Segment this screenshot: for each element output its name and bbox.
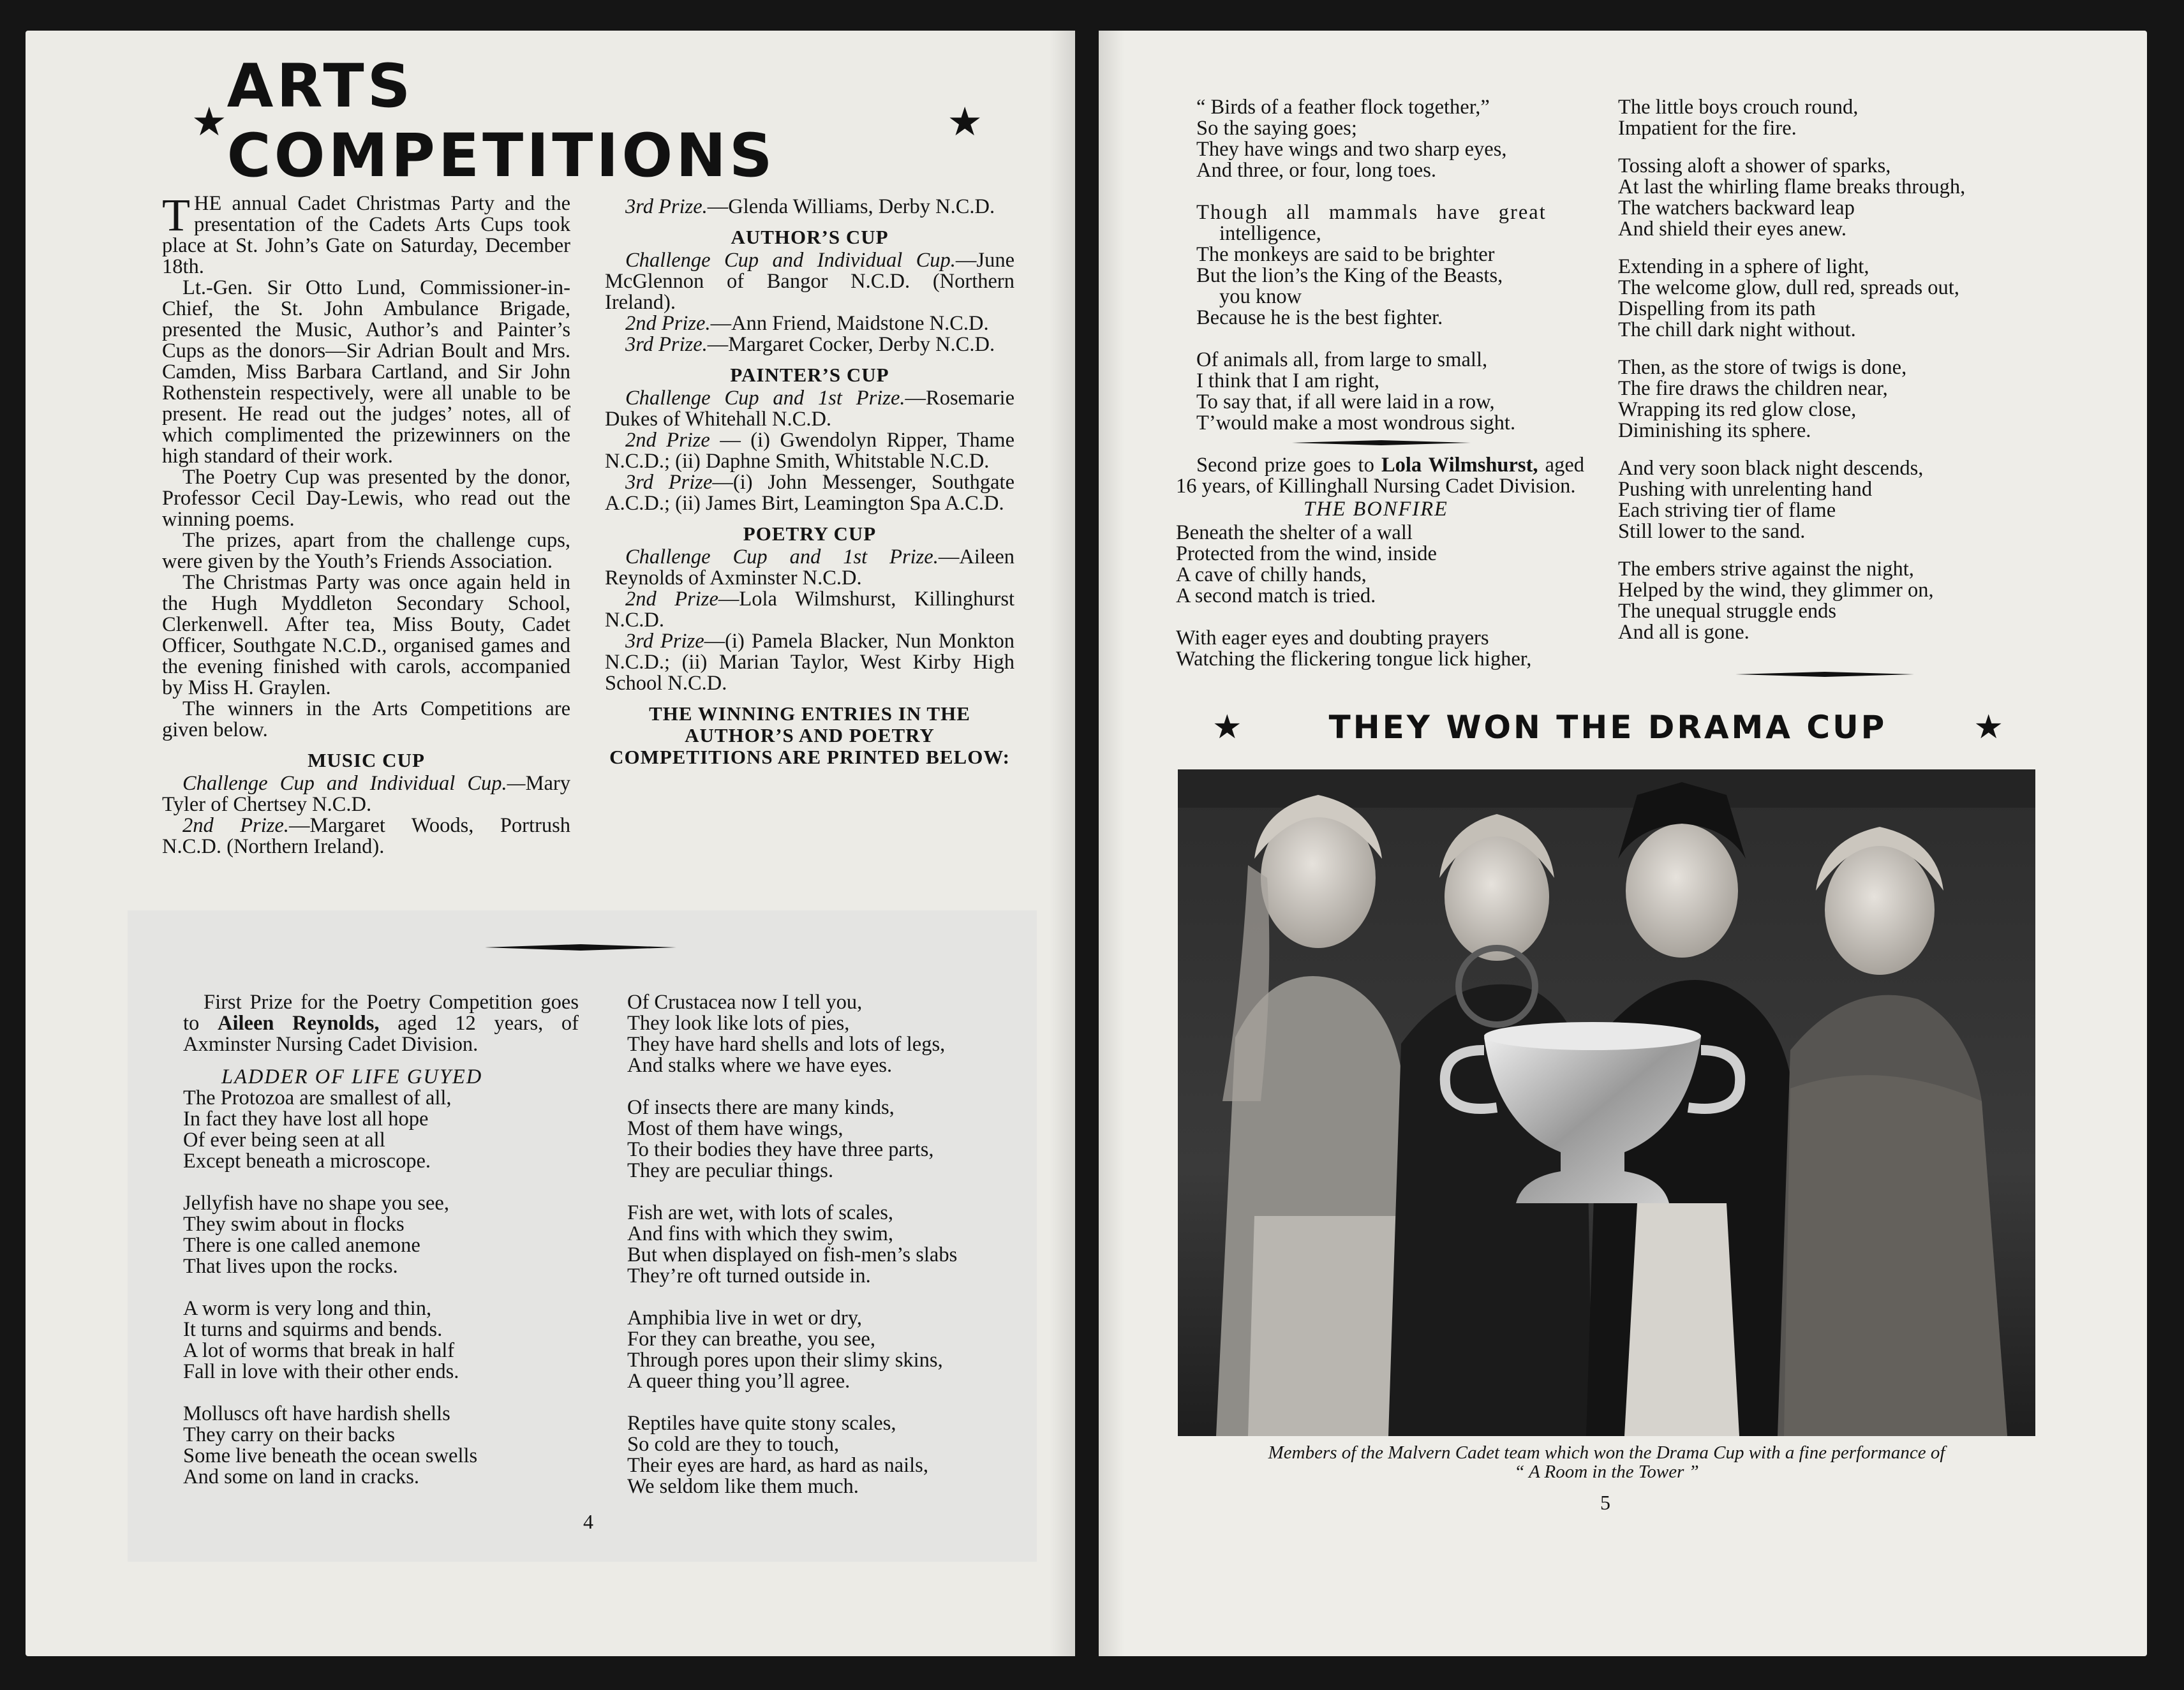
dropcap: T [162, 189, 190, 241]
caption-line: Members of the Malvern Cadet team which won the Drama Cup with a fine performance of [1268, 1442, 1945, 1463]
stanza [183, 1193, 579, 1277]
poem-line: Fish are wet, with lots of scales, [627, 1201, 894, 1224]
prize-label: 2nd Prize [625, 588, 718, 611]
poem-column-2 [627, 992, 1023, 1518]
page-number: 4 [583, 1510, 593, 1533]
poem-line: Because he is the best fighter. [1196, 306, 1443, 329]
poem-column-4 [1176, 455, 1584, 670]
prize-winner: —(i) Pamela Blacker, Nun Monkton N.C.D.; (ii) Marian Taylor, West Kirby High School N.C.D. [605, 630, 1014, 695]
poem-line: To their bodies they have three parts, [627, 1138, 934, 1161]
poem-line: But the lion’s the King of the Beasts, [1196, 264, 1503, 287]
poem-line: Diminishing its sphere. [1618, 419, 1811, 442]
poem-line: In fact they have lost all hope [183, 1108, 429, 1130]
poem-column-3 [1177, 97, 1586, 455]
prize-label: Challenge Cup and 1st Prize. [625, 545, 939, 568]
stanza [1618, 357, 2033, 441]
poem-line: They carry on their backs [183, 1423, 396, 1446]
poem-line: There is one called anemone [183, 1234, 420, 1257]
poem-line: The unequal struggle ends [1618, 600, 1837, 623]
poem-line: I think that I am right, [1196, 369, 1380, 392]
poem-line: A worm is very long and thin, [183, 1297, 432, 1320]
poem-line: Of insects there are many kinds, [627, 1096, 895, 1119]
gutter-shadow-right [1099, 31, 1124, 1656]
prize-winner: —Ann Friend, Maidstone N.C.D. [710, 312, 989, 335]
poem-line: Amphibia live in wet or dry, [627, 1307, 862, 1330]
stanza [183, 1298, 579, 1382]
poem-line: Of Crustacea now I tell you, [627, 991, 863, 1014]
poem-line: Pushing with unrelenting hand [1618, 478, 1873, 501]
music-cup-heading: MUSIC CUP [308, 749, 425, 771]
poem-column-1 [183, 992, 579, 1509]
page-title: ARTS COMPETITIONS [227, 52, 776, 191]
gutter-shadow-left [1050, 31, 1075, 1656]
star-icon: ★ [947, 98, 983, 145]
poem-line: Of animals all, from large to small, [1196, 348, 1488, 371]
poem-line: you know [1219, 285, 1302, 308]
stanza [1177, 350, 1586, 434]
poem-line: Then, as the store of twigs is done, [1618, 356, 1907, 379]
stanza [1618, 256, 2033, 341]
poem-intro: Second prize goes to [1196, 454, 1381, 477]
poem-line: And all is gone. [1618, 621, 1749, 644]
poem-line: And three, or four, long toes. [1196, 159, 1436, 182]
article-column-2 [605, 196, 1014, 768]
poem-line: The chill dark night without. [1618, 318, 1856, 341]
poem-line: They have hard shells and lots of legs, [627, 1033, 946, 1056]
poem-title: LADDER OF LIFE GUYED [221, 1065, 483, 1088]
paragraph: Lt.-Gen. Sir Otto Lund, Commissioner-in-Chief, the St. John Ambulance Brigade, presented the Music, Author’s and Painter’s Cups as the donors—Sir Adrian Boult and Mrs. Camden, Miss Barbara Cartland, and Sir John Rothenstein respectively, were all unable to be present. He read out the judges’ notes, all of which complimented the prizewinners on the high standard of their work. [162, 276, 570, 468]
paragraph: The prizes, apart from the challenge cups, were given by the Youth’s Friends Association. [162, 529, 570, 573]
poem-intro: First Prize for the Poetry Competition goes to [183, 991, 579, 1035]
stanza [183, 1404, 579, 1488]
prize-label: Challenge Cup and 1st Prize. [625, 387, 905, 410]
stanza [1177, 97, 1586, 181]
painters-cup-heading: PAINTER’S CUP [730, 364, 889, 386]
poem-line: Reptiles have quite stony scales, [627, 1412, 896, 1435]
poem-line: It turns and squirms and bends. [183, 1318, 443, 1341]
poem-column-5 [1618, 97, 2033, 643]
stanza [627, 1097, 1023, 1182]
poem-line: intelligence, [1219, 222, 1321, 245]
poem-line: They look like lots of pies, [627, 1012, 850, 1035]
closing-announcement: THE WINNING ENTRIES IN THE AUTHOR’S AND POETRY COMPETITIONS ARE PRINTED BELOW: [609, 702, 1010, 768]
poem-line: A second match is tried. [1176, 584, 1376, 607]
article-column-1 [162, 189, 570, 858]
stanza [1618, 559, 2033, 643]
poem-line: That lives upon the rocks. [183, 1255, 398, 1278]
poem-line: At last the whirling flame breaks through, [1618, 175, 1966, 198]
poem-line: They have wings and two sharp eyes, [1196, 138, 1507, 161]
poem-line: Through pores upon their slimy skins, [627, 1349, 943, 1372]
page-number: 5 [1600, 1491, 1610, 1514]
prize-label: 3rd Prize. [625, 195, 708, 218]
poem-line: Some live beneath the ocean swells [183, 1444, 478, 1467]
stanza [1618, 458, 2033, 542]
stanza [627, 1308, 1023, 1392]
poem-line: And stalks where we have eyes. [627, 1054, 893, 1077]
poem-line: Beneath the shelter of a wall [1176, 521, 1413, 544]
poem-line: Fall in love with their other ends. [183, 1360, 459, 1383]
poem-line: For they can breathe, you see, [627, 1328, 875, 1351]
winner-name: Lola Wilmshurst, [1381, 454, 1538, 477]
stanza [1176, 523, 1584, 607]
prize-label: 2nd Prize. [625, 312, 711, 335]
poem-line: Still lower to the sand. [1618, 520, 1806, 543]
poem-line: The monkeys are said to be brighter [1196, 243, 1495, 266]
star-icon: ★ [191, 98, 227, 145]
stanza [1177, 202, 1586, 329]
authors-cup-heading: AUTHOR’S CUP [731, 226, 889, 248]
paragraph: HE annual Cadet Christmas Party and the presentation of the Cadets Arts Cups took place at St. John’s Gate on Saturday, December 18th. [162, 192, 570, 278]
prize-label: 2nd Prize. [182, 814, 289, 837]
poem-line: To say that, if all were laid in a row, [1196, 390, 1495, 413]
prize-label: 3rd Prize [625, 471, 713, 494]
prize-winner: Mary Tyler of Chertsey N.C.D. [162, 772, 570, 816]
poem-line: Watching the flickering tongue lick higher, [1176, 648, 1532, 671]
poem-intro: aged 16 years, of Killinghall Nursing Cadet Division. [1176, 454, 1585, 498]
poem-line: And fins with which they swim, [627, 1222, 894, 1245]
star-icon: ★ [1212, 708, 1242, 746]
prize-winner: —(i) John Messenger, Southgate A.C.D.; (ii) James Birt, Leamington Spa A.C.D. [605, 471, 1015, 515]
section-title: THEY WON THE DRAMA CUP [1328, 709, 1887, 746]
poem-line: But when displayed on fish-men’s slabs [627, 1243, 958, 1266]
poem-line: So cold are they to touch, [627, 1433, 840, 1456]
stanza [1618, 156, 2033, 240]
poem-line: Dispelling from its path [1618, 297, 1816, 320]
paragraph: The Christmas Party was once again held in the Hugh Myddleton Secondary School, Clerkenwell. After tea, Miss Bouty, Cadet Officer, Southgate N.C.D., organised games and the evening finished with carols, accompanied by Miss H. Graylen. [162, 571, 570, 699]
poem-line: The welcome glow, dull red, spreads out, [1618, 276, 1959, 299]
prize-winner: —Aileen Reynolds of Axminster N.C.D. [605, 545, 1014, 589]
poem-line: A lot of worms that break in half [183, 1339, 455, 1362]
drama-cup-photo [1178, 769, 2035, 1436]
poem-line: Wrapping its red glow close, [1618, 398, 1857, 421]
poem-line: Extending in a sphere of light, [1618, 255, 1869, 278]
stanza [1618, 97, 2033, 139]
poem-line: So the saying goes; [1196, 117, 1357, 140]
poem-line: T’would make a most wondrous sight. [1196, 411, 1516, 434]
prize-label: 3rd Prize [625, 630, 704, 653]
prize-winner: — (i) Gwendolyn Ripper, Thame N.C.D.; (ii) Daphne Smith, Whitstable N.C.D. [605, 429, 1014, 473]
caption-line: “ A Room in the Tower ” [1514, 1462, 1699, 1482]
poem-line: Most of them have wings, [627, 1117, 843, 1140]
prize-winner: —Rosemarie Dukes of Whitehall N.C.D. [605, 387, 1014, 431]
poem-line: Impatient for the fire. [1618, 117, 1797, 140]
poem-line: The embers strive against the night, [1618, 558, 1914, 581]
prize-winner: —Margaret Cocker, Derby N.C.D. [707, 333, 995, 356]
prize-label: Challenge Cup and Individual Cup.— [182, 772, 526, 795]
stanza [183, 1088, 579, 1172]
star-icon: ★ [1973, 708, 2003, 746]
photo-illustration [1178, 769, 2035, 1436]
prize-label: Challenge Cup and Individual Cup. [625, 249, 956, 272]
paragraph: The winners in the Arts Competitions are given below. [162, 697, 570, 741]
poem-line: Though all mammals have great [1196, 201, 1547, 224]
poem-line: A cave of chilly hands, [1176, 563, 1367, 586]
poem-line: And some on land in cracks. [183, 1465, 420, 1488]
stanza [1176, 628, 1584, 670]
prize-label: 3rd Prize. [625, 333, 708, 356]
poem-line: We seldom like them much. [627, 1475, 859, 1498]
poem-line: A queer thing you’ll agree. [627, 1370, 851, 1393]
poem-line: Jellyfish have no shape you see, [183, 1192, 449, 1215]
poem-line: The watchers backward leap [1618, 196, 1855, 219]
stanza [627, 1203, 1023, 1287]
poem-line: They swim about in flocks [183, 1213, 405, 1236]
poem-line: The Protozoa are smallest of all, [183, 1086, 452, 1109]
poem-line: With eager eyes and doubting prayers [1176, 626, 1489, 649]
poem-line: Tossing aloft a shower of sparks, [1618, 154, 1891, 177]
poem-line: The little boys crouch round, [1618, 96, 1859, 119]
poem-line: Protected from the wind, inside [1176, 542, 1437, 565]
poem-line: And shield their eyes anew. [1618, 218, 1846, 241]
prize-winner: —Margaret Woods, Portrush N.C.D. (Northern Ireland). [162, 814, 570, 858]
prize-winner: —Glenda Williams, Derby N.C.D. [707, 195, 995, 218]
poem-line: Of ever being seen at all [183, 1129, 385, 1152]
prize-label: 2nd Prize [625, 429, 710, 452]
poem-intro: aged 12 years, of Axminster Nursing Cadet Division. [183, 1012, 579, 1056]
drama-title-row [1212, 702, 2003, 753]
poem-line: The fire draws the children near, [1618, 377, 1888, 400]
photo-caption [1178, 1443, 2035, 1481]
poem-title: THE BONFIRE [1304, 498, 1448, 521]
poem-line: Molluscs oft have hardish shells [183, 1402, 450, 1425]
poem-line: Except beneath a microscope. [183, 1150, 431, 1173]
stanza [627, 1413, 1023, 1497]
prize-winner: —June McGlennon of Bangor N.C.D. (Northern Ireland). [605, 249, 1014, 314]
stanza [627, 992, 1023, 1076]
poem-line: And very soon black night descends, [1618, 457, 1924, 480]
poem-line: Their eyes are hard, as hard as nails, [627, 1454, 928, 1477]
poetry-cup-heading: POETRY CUP [743, 523, 877, 545]
poem-line: “ Birds of a feather flock together,” [1196, 96, 1490, 119]
prize-winner: —Lola Wilmshurst, Killinghurst N.C.D. [605, 588, 1014, 632]
poem-line: Each striving tier of flame [1618, 499, 1836, 522]
arts-title-row [191, 52, 983, 191]
poem-line: They’re oft turned outside in. [627, 1264, 871, 1287]
poem-line: Helped by the wind, they glimmer on, [1618, 579, 1934, 602]
poem-line: They are peculiar things. [627, 1159, 834, 1182]
winner-name: Aileen Reynolds, [218, 1012, 380, 1035]
paragraph: The Poetry Cup was presented by the donor, Professor Cecil Day-Lewis, who read out the winning poems. [162, 466, 570, 531]
